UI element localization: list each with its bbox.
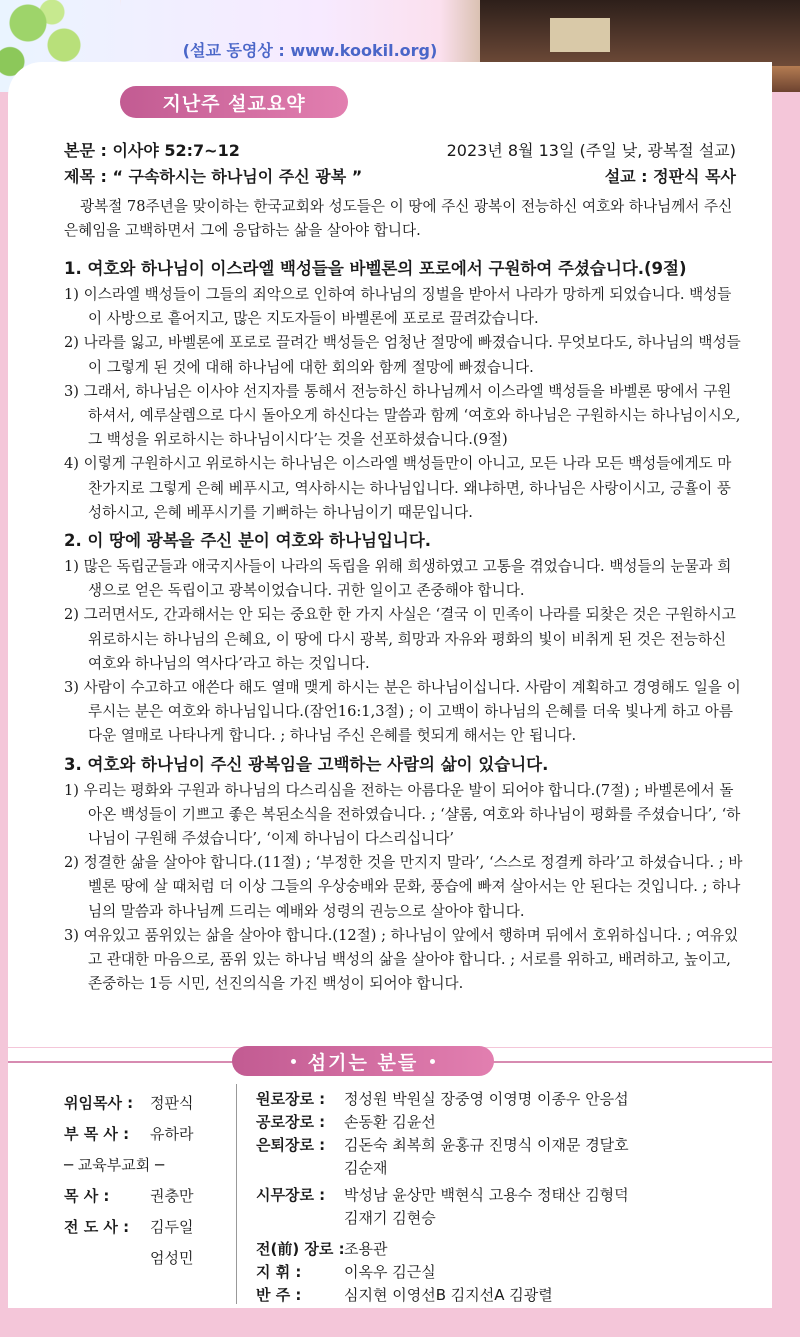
section-heading-3: 3. 여호와 하나님이 주신 광복임을 고백하는 사람의 삶이 있습니다. bbox=[64, 754, 549, 774]
list-item bbox=[256, 1111, 629, 1134]
list-item: 2) 나라를 잃고, 바벨론에 포로로 끌려간 백성들은 엄청난 절망에 빠졌습니다. 무엇보다도, 하나님의 백성들이 그렇게 된 것에 대해 하나님에 대한 회의와 함께 절망에 빠졌습니다. bbox=[64, 334, 741, 376]
list-item bbox=[256, 1238, 629, 1261]
role-label: 전 도 사 : bbox=[64, 1218, 130, 1236]
list-item: 3) 여유있고 품위있는 삶을 살아야 합니다.(12절) ; 하나님이 앞에서 행하며 뒤에서 호위하십니다. ; 여유있고 관대한 마음으로, 품위 있는 하나님 백성의 삶을 살아야 합니다. ; 서로를 위하고, 배려하고, 높이고, 존중하는 1등 시민, 선진의식을 가진 백성이 되어야 합니다. bbox=[64, 926, 739, 993]
person-name: 김두일 bbox=[150, 1218, 194, 1236]
section-heading-1: 1. 여호와 하나님이 이스라엘 백성들을 바벨론의 포로에서 구원하여 주셨습니다.(9절) bbox=[64, 259, 687, 278]
list-item bbox=[256, 1207, 629, 1230]
person-name: 유하라 bbox=[150, 1125, 194, 1143]
list-item bbox=[64, 1150, 193, 1181]
person-names: 손동환 김윤선 bbox=[344, 1113, 436, 1131]
role-label: 지 휘 : bbox=[256, 1263, 302, 1281]
list-item: 3) 그래서, 하나님은 이사야 선지자를 통해서 전능하신 하나님께서 이스라엘 백성들을 바벨론 땅에서 구원하셔서, 예루살렘으로 다시 돌아오게 하신다는 말씀과 함께 ‘여호와 하나님은 구원하시는 하나님이시오, 그 백성을 위로하시는 하나님이시다’는 것을 선포하셨습니다.(9절) bbox=[64, 382, 741, 449]
list-item bbox=[256, 1134, 629, 1157]
role-label: 목 사 : bbox=[64, 1187, 110, 1205]
person-names: 김돈숙 최복희 윤홍규 진명식 이재문 경달호 bbox=[344, 1136, 629, 1154]
list-item bbox=[256, 1088, 629, 1111]
sermon-title: 제목 : “ 구속하시는 하나님이 주신 광복 ” bbox=[64, 167, 363, 186]
list-item: 2) 그러면서도, 간과해서는 안 되는 중요한 한 가지 사실은 ‘결국 이 민족이 나라를 되찾은 것은 구원하시고 위로하시는 하나님의 은혜요, 이 땅에 다시 광복, 희망과 자유와 평화의 빛이 비취게 된 것은 전능하신 여호와 하나님의 역사다’라고 하는 것입니다. bbox=[64, 606, 736, 672]
role-label: 은퇴장로 : bbox=[256, 1136, 326, 1154]
person-name: 엄성민 bbox=[150, 1249, 194, 1267]
role-label: 시무장로 : bbox=[256, 1186, 326, 1204]
sermon-points bbox=[64, 255, 744, 996]
person-name: 권충만 bbox=[150, 1187, 194, 1205]
person-names: 김순재 bbox=[344, 1159, 388, 1177]
servants-title: 섬기는 분들 bbox=[307, 1051, 419, 1074]
dot-icon bbox=[430, 1059, 435, 1064]
elders-column bbox=[256, 1088, 629, 1307]
list-item: 1) 이스라엘 백성들이 그들의 죄악으로 인하여 하나님의 징벌을 받아서 나라가 망하게 되었습니다. 백성들이 사방으로 흩어지고, 많은 지도자들이 바벨론에 포로로 끌려갔습니다. bbox=[64, 286, 732, 328]
list-item bbox=[64, 1088, 193, 1119]
intro-paragraph: 광복절 78주년을 맞이하는 한국교회와 성도들은 이 땅에 주신 광복이 전능하신 여호와 하나님께서 주신 은혜임을 고백하면서 그에 응답하는 삶을 살아야 합니다. bbox=[64, 198, 733, 240]
person-names: 정성원 박원실 장중영 이영명 이종우 안응섭 bbox=[344, 1090, 629, 1108]
scripture-reference: 본문 : 이사야 52:7~12 bbox=[64, 141, 240, 160]
sermon-date: 2023년 8월 13일 (주일 낮, 광복절 설교) bbox=[446, 141, 736, 160]
list-item bbox=[256, 1157, 629, 1180]
pastors-column bbox=[64, 1088, 193, 1274]
role-label: 전(前) 장로 : bbox=[256, 1240, 345, 1258]
list-item bbox=[256, 1261, 629, 1284]
person-names: 이옥우 김근실 bbox=[344, 1263, 436, 1281]
person-names: 심지현 이영선B 김지선A 김광렬 bbox=[344, 1286, 553, 1304]
sermon-video-url[interactable]: (설교 동영상 : www.kookil.org) bbox=[182, 41, 438, 60]
servants-title-badge bbox=[232, 1046, 494, 1076]
role-label: 원로장로 : bbox=[256, 1090, 326, 1108]
person-names: 조용관 bbox=[344, 1240, 388, 1258]
group-label: ─ 교육부교회 ─ bbox=[64, 1156, 165, 1174]
preacher-name: 설교 : 정판식 목사 bbox=[604, 167, 736, 186]
list-item bbox=[256, 1284, 629, 1307]
person-names: 박성남 윤상만 백현식 고용수 정태산 김형덕 bbox=[344, 1186, 629, 1204]
role-label: 부 목 사 : bbox=[64, 1125, 130, 1143]
dot-icon bbox=[291, 1059, 296, 1064]
list-item: 1) 많은 독립군들과 애국지사들이 나라의 독립을 위해 희생하였고 고통을 겪었습니다. 백성들의 눈물과 희생으로 얻은 독립이고 광복이었습니다. 귀한 일이고 존중해야 합니다. bbox=[64, 558, 732, 600]
person-names: 김재기 김현승 bbox=[344, 1209, 436, 1227]
list-item bbox=[64, 1181, 193, 1212]
list-item: 4) 이렇게 구원하시고 위로하시는 하나님은 이스라엘 백성들만이 아니고, 모든 나라 모든 백성들에게도 마찬가지로 그렇게 은혜 베푸시고, 역사하시는 하나님입니다. 왜냐하면, 하나님은 사랑이시고, 긍휼이 풍성하시고, 은혜 베푸시기를 기뻐하는 하나님이기 때문입니다. bbox=[64, 455, 732, 521]
list-item: 1) 우리는 평화와 구원과 하나님의 다스리심을 전하는 아름다운 발이 되어야 합니다.(7절) ; 바벨론에서 돌아온 백성들이 기쁘고 좋은 복된소식을 전하였습니다. ; ‘샬롬, 여호와 하나님이 평화를 주셨습니다’, ‘하나님이 구원해 주셨습니다’, ‘이제 하나님이 다스리십니다’ bbox=[64, 781, 741, 848]
role-label: 위임목사 : bbox=[64, 1094, 134, 1112]
list-item: 3) 사람이 수고하고 애쓴다 해도 열매 맺게 하시는 분은 하나님이십니다. 사람이 계획하고 경영해도 일을 이루시는 분은 여호와 하나님입니다.(잠언16:1,3절) ; 이 고백이 하나님의 은혜를 더욱 빛나게 하고 아름다운 열매로 나타나게 합니다. ; 하나님 주신 은혜를 헛되게 해서는 안 됩니다. bbox=[64, 679, 741, 745]
list-item bbox=[64, 1212, 193, 1243]
section-title-badge: 지난주 설교요약 bbox=[120, 86, 348, 118]
role-label: 공로장로 : bbox=[256, 1113, 326, 1131]
person-name: 정판식 bbox=[150, 1094, 194, 1112]
section-heading-2: 2. 이 땅에 광복을 주신 분이 여호와 하나님입니다. bbox=[64, 531, 432, 551]
list-item bbox=[64, 1243, 193, 1274]
list-item: 2) 정결한 삶을 살아야 합니다.(11절) ; ‘부정한 것을 만지지 말라’, ‘스스로 정결케 하라’고 하셨습니다. ; 바벨론 땅에 살 때처럼 더 이상 그들의 우상숭배와 문화, 풍습에 빠져 살아서는 안 된다는 것입니다. ; 하나님의 말씀과 하나님께 드리는 예배와 성령의 권능으로 살아야 합니다. bbox=[64, 854, 743, 920]
list-item bbox=[64, 1119, 193, 1150]
list-item bbox=[256, 1184, 629, 1207]
role-label: 반 주 : bbox=[256, 1286, 302, 1304]
column-divider bbox=[236, 1084, 237, 1304]
